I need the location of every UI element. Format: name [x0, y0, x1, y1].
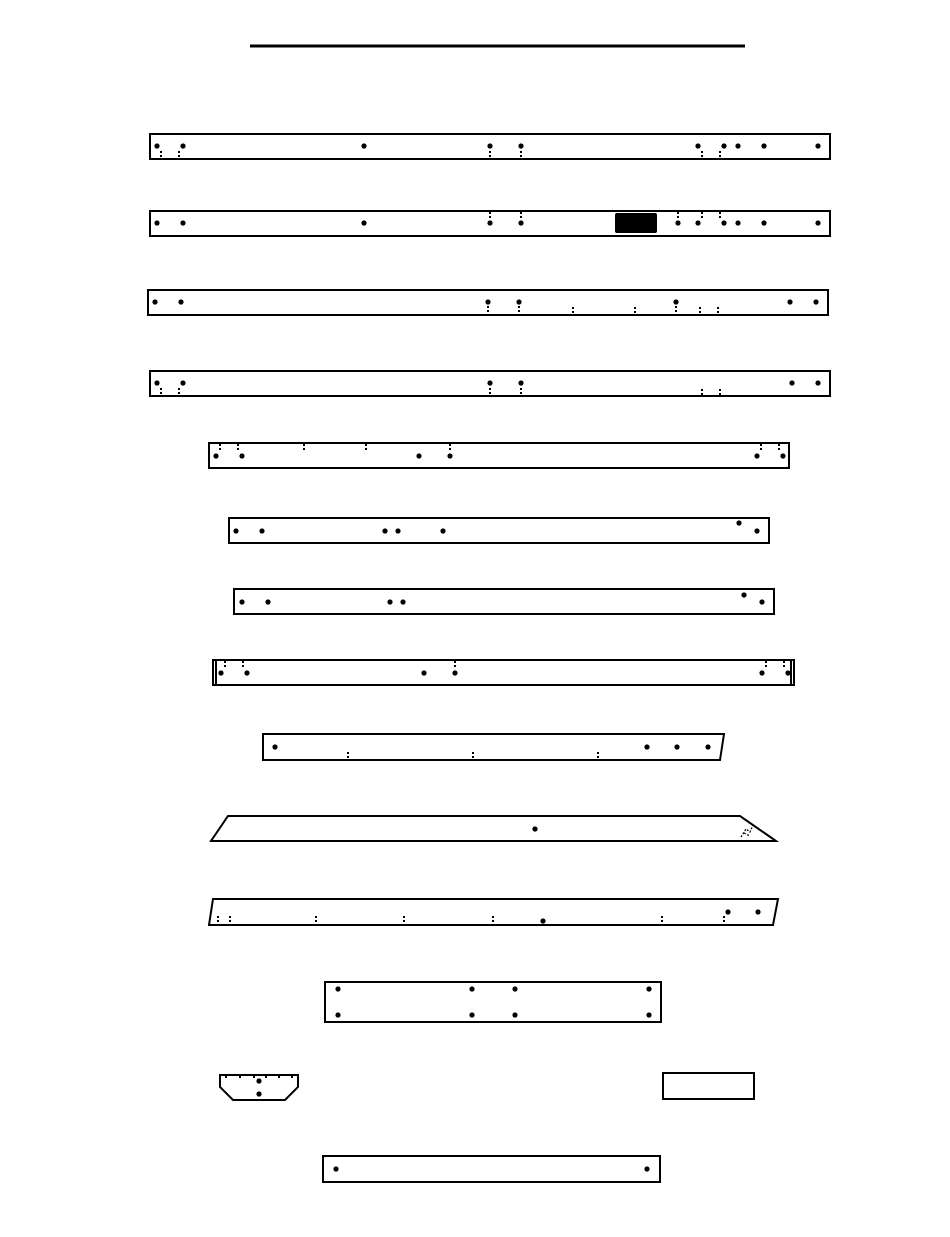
hole — [154, 380, 159, 385]
bar-1 — [150, 134, 830, 159]
hole — [516, 299, 521, 304]
hole — [218, 670, 223, 675]
hole — [787, 299, 792, 304]
hole — [736, 520, 741, 525]
hole — [754, 453, 759, 458]
hole — [178, 299, 183, 304]
hole — [759, 599, 764, 604]
hole — [265, 599, 270, 604]
hole — [741, 592, 746, 597]
hole — [512, 1012, 517, 1017]
hole — [785, 670, 790, 675]
hole — [759, 670, 764, 675]
hole — [335, 1012, 340, 1017]
bracket-13 — [220, 1075, 298, 1100]
hole — [487, 380, 492, 385]
hole — [518, 143, 523, 148]
hole — [761, 220, 766, 225]
bar-3 — [148, 290, 828, 315]
hole — [259, 528, 264, 533]
hole — [154, 143, 159, 148]
hole — [447, 453, 452, 458]
hole — [725, 909, 730, 914]
hole — [395, 528, 400, 533]
hole — [721, 143, 726, 148]
hole — [532, 826, 537, 831]
hole — [789, 380, 794, 385]
hole — [180, 220, 185, 225]
hole — [815, 380, 820, 385]
label-plate — [615, 213, 657, 233]
hole — [644, 744, 649, 749]
bar-10 — [211, 816, 776, 841]
hole — [815, 220, 820, 225]
hole — [673, 299, 678, 304]
hole — [416, 453, 421, 458]
hole — [272, 744, 277, 749]
bar-11 — [209, 899, 778, 925]
hole — [400, 599, 405, 604]
hole — [361, 220, 366, 225]
hole — [333, 1166, 338, 1171]
hole — [674, 744, 679, 749]
hole — [421, 670, 426, 675]
hole — [361, 143, 366, 148]
hole — [154, 220, 159, 225]
hole — [761, 143, 766, 148]
hole — [754, 528, 759, 533]
hole — [813, 299, 818, 304]
hole — [469, 986, 474, 991]
hole — [152, 299, 157, 304]
hole — [815, 143, 820, 148]
block-14 — [663, 1073, 754, 1099]
bar-9 — [263, 734, 724, 760]
hole — [233, 528, 238, 533]
bar-5 — [209, 443, 789, 468]
plate-12 — [325, 982, 661, 1022]
bar-4 — [150, 371, 830, 396]
hole — [180, 380, 185, 385]
bar-15 — [323, 1156, 660, 1182]
hole — [735, 143, 740, 148]
hole — [675, 220, 680, 225]
bar-8 — [213, 660, 794, 685]
hole — [256, 1078, 261, 1083]
hole — [735, 220, 740, 225]
hole — [335, 986, 340, 991]
hole — [440, 528, 445, 533]
hole — [469, 1012, 474, 1017]
hole — [646, 986, 651, 991]
hole — [512, 986, 517, 991]
hole — [382, 528, 387, 533]
hole — [755, 909, 760, 914]
hole — [180, 143, 185, 148]
bar-6 — [229, 518, 769, 543]
hole — [721, 220, 726, 225]
hole — [239, 453, 244, 458]
hole — [646, 1012, 651, 1017]
hole — [452, 670, 457, 675]
hole — [487, 143, 492, 148]
hole — [239, 599, 244, 604]
hole — [487, 220, 492, 225]
hole — [256, 1091, 261, 1096]
hole — [518, 220, 523, 225]
hole — [213, 453, 218, 458]
hole — [695, 143, 700, 148]
hole — [244, 670, 249, 675]
bar-7 — [234, 589, 774, 614]
hole — [518, 380, 523, 385]
hole — [644, 1166, 649, 1171]
hole — [780, 453, 785, 458]
hole — [485, 299, 490, 304]
hole — [705, 744, 710, 749]
bar-2 — [150, 211, 830, 236]
hole — [695, 220, 700, 225]
hole — [387, 599, 392, 604]
hole — [540, 918, 545, 923]
